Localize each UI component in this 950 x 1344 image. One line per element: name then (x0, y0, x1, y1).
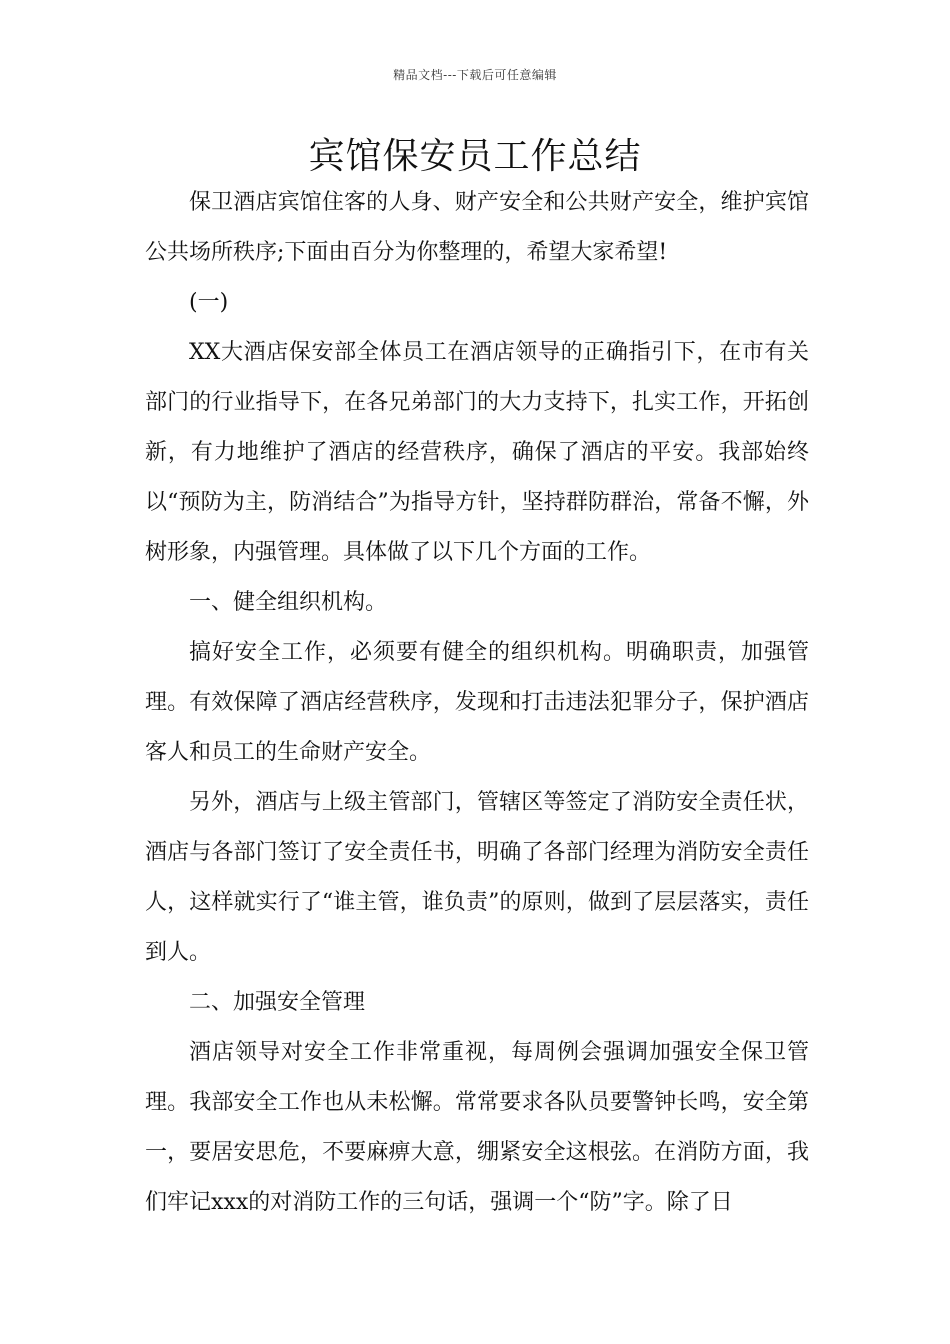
heading-section-1: 一、健全组织机构。 (189, 590, 388, 615)
paragraph-section-marker: (一) (189, 290, 229, 315)
paragraph-organization: 搞好安全工作，必须要有健全的组织机构。明确职责，加强管理。有效保障了酒店经营秩序，发现和打击违法犯罪分子，保护酒店客人和员工的生命财产安全。 (145, 640, 809, 765)
paragraph-safety-management: 酒店领导对安全工作非常重视，每周例会强调加强安全保卫管理。我部安全工作也从未松懈。常常要求各队员要警钟长鸣，安全第一，要居安思危，不要麻痹大意，绷紧安全这根弦。在消防方面，我们牢记xxx的对消防工作的三句话，强调一个“防”字。除了日 (145, 1040, 809, 1215)
document-title: 宾馆保安员工作总结 (308, 136, 642, 177)
paragraph-intro: 保卫酒店宾馆住客的人身、财产安全和公共财产安全，维护宾馆公共场所秩序;下面由百分为你整理的，希望大家希望! (145, 190, 809, 265)
document-body (145, 178, 809, 1228)
paragraph-overview: XX大酒店保安部全体员工在酒店领导的正确指引下，在市有关部门的行业指导下，在各兄弟部门的大力支持下，扎实工作，开拓创新，有力地维护了酒店的经营秩序，确保了酒店的平安。我部始终以“预防为主，防消结合”为指导方针，坚持群防群治，常备不懈，外树形象，内强管理。具体做了以下几个方面的工作。 (145, 340, 809, 565)
header-note: 精品文档---下载后可任意编辑 (393, 68, 557, 82)
paragraph-responsibility: 另外，酒店与上级主管部门，管辖区等签定了消防安全责任状，酒店与各部门签订了安全责任书，明确了各部门经理为消防安全责任人，这样就实行了“谁主管，谁负责”的原则，做到了层层落实，责任到人。 (145, 790, 809, 965)
heading-section-2: 二、加强安全管理 (189, 990, 366, 1015)
